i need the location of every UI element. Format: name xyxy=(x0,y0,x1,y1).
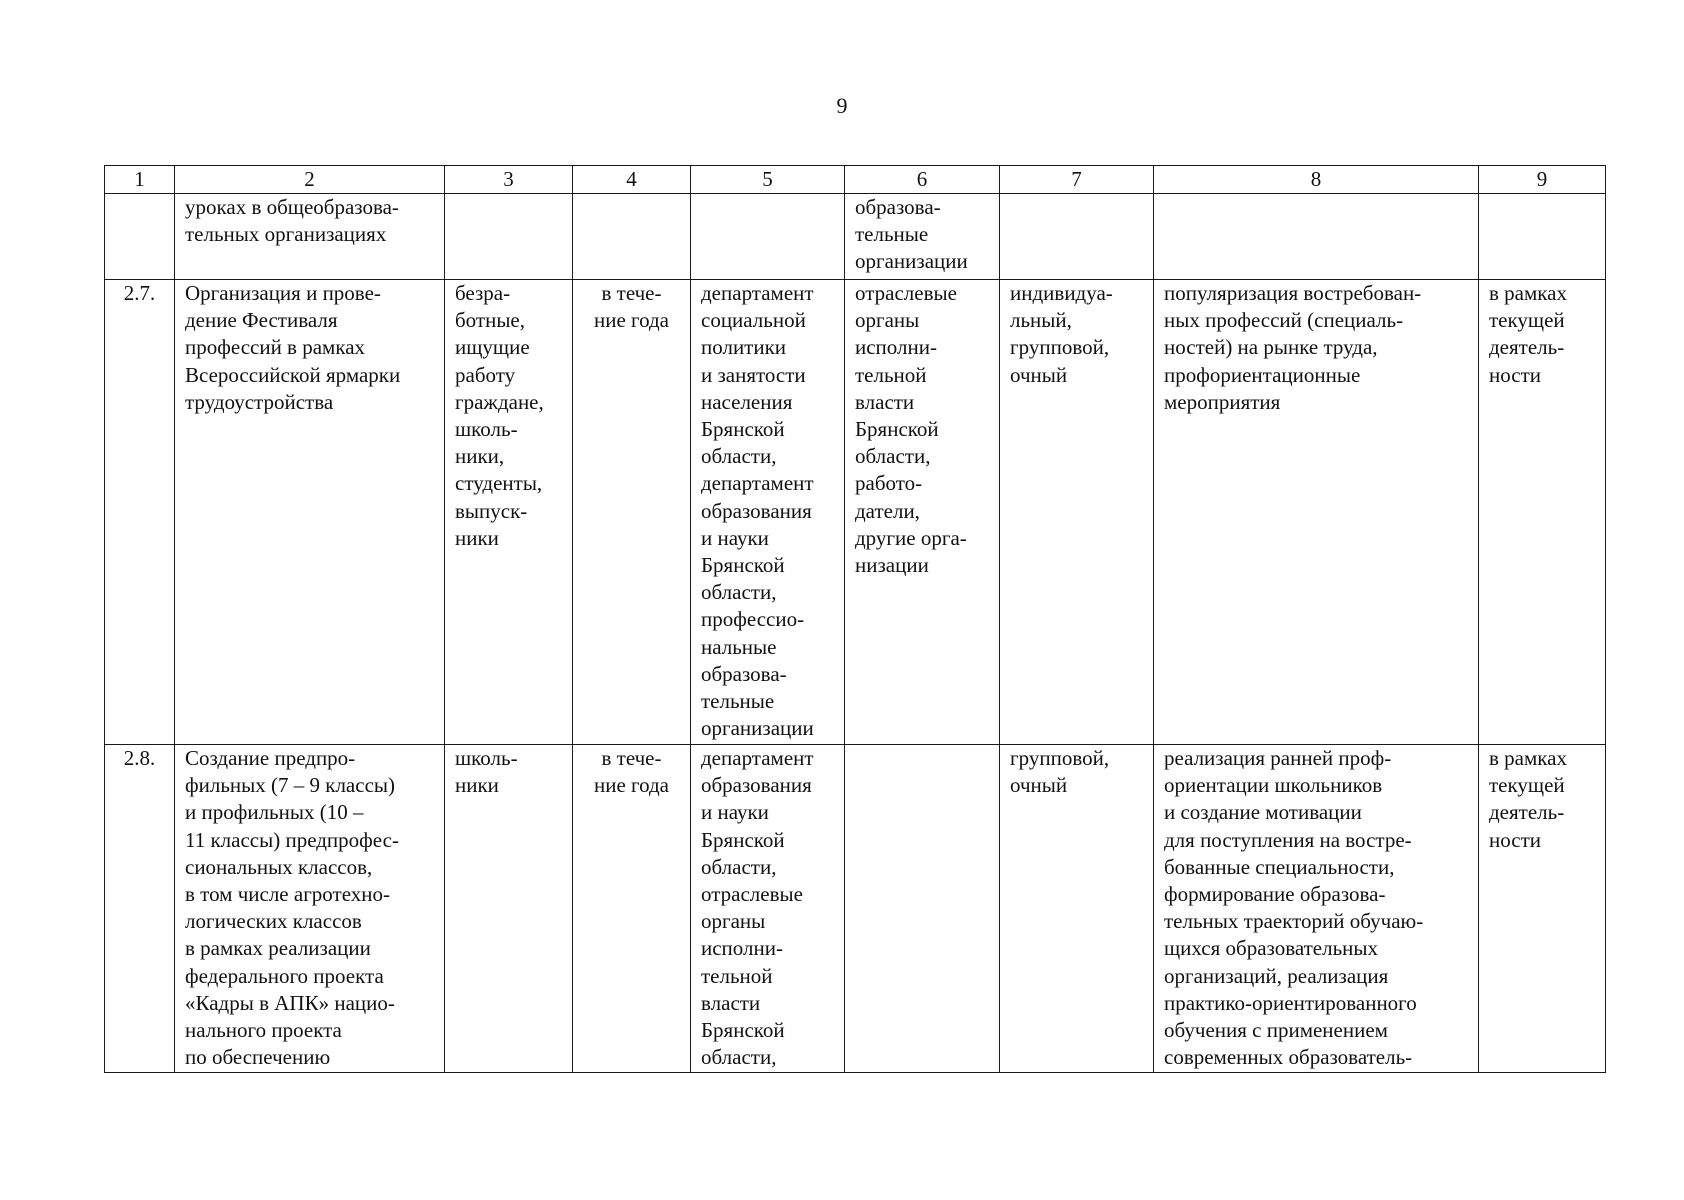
measures-table xyxy=(104,165,1606,1073)
funding-cell: в рамках текущей деятель- ности xyxy=(1479,745,1606,1073)
responsible-cell: департамент образования и науки Брянской области, отраслевые органы исполни- тельной власти Брянской области, xyxy=(691,745,845,1073)
deadline-cell xyxy=(573,194,691,280)
result-cell: реализация ранней проф- ориентации школьников и создание мотивации для поступления на востре- бованные специальности, формирование образова- тельных траекторий обучаю- щихся образовательных организаций, реализация практико-ориентированного обучения с применением современных образователь- xyxy=(1154,745,1479,1073)
measure-name-cell: уроках в общеобразова- тельных организациях xyxy=(175,194,445,280)
column-number-1: 1 xyxy=(105,166,175,194)
target-group-cell: школь- ники xyxy=(445,745,573,1073)
deadline-cell: в тече- ние года xyxy=(573,280,691,745)
result-cell xyxy=(1154,194,1479,280)
format-cell: индивидуа- льный, групповой, очный xyxy=(1000,280,1154,745)
item-number-cell xyxy=(105,194,175,280)
target-group-cell: безра- ботные, ищущие работу граждане, школь- ники, студенты, выпуск- ники xyxy=(445,280,573,745)
column-number-7: 7 xyxy=(1000,166,1154,194)
table-row xyxy=(105,194,1606,280)
result-cell: популяризация востребован- ных профессий (специаль- ностей) на рынке труда, профориентационные мероприятия xyxy=(1154,280,1479,745)
column-number-8: 8 xyxy=(1154,166,1479,194)
measure-name-cell: Организация и прове- дение Фестиваля профессий в рамках Всероссийской ярмарки трудоустройства xyxy=(175,280,445,745)
funding-cell: в рамках текущей деятель- ности xyxy=(1479,280,1606,745)
column-number-6: 6 xyxy=(845,166,1000,194)
page-number: 9 xyxy=(836,93,848,118)
column-number-5: 5 xyxy=(691,166,845,194)
table-header-row xyxy=(105,166,1606,194)
column-number-2: 2 xyxy=(175,166,445,194)
item-number-cell: 2.7. xyxy=(105,280,175,745)
column-number-4: 4 xyxy=(573,166,691,194)
table-row xyxy=(105,745,1606,1073)
participants-cell xyxy=(845,745,1000,1073)
deadline-cell: в тече- ние года xyxy=(573,745,691,1073)
format-cell xyxy=(1000,194,1154,280)
funding-cell xyxy=(1479,194,1606,280)
column-number-3: 3 xyxy=(445,166,573,194)
measure-name-cell: Создание предпро- фильных (7 – 9 классы) и профильных (10 – 11 классы) предпрофес- сиональных классов, в том числе агротехно- логических классов в рамках реализации федерального проекта «Кадры в АПК» нацио- нального проекта по обеспечению xyxy=(175,745,445,1073)
target-group-cell xyxy=(445,194,573,280)
participants-cell: образова- тельные организации xyxy=(845,194,1000,280)
item-number-cell: 2.8. xyxy=(105,745,175,1073)
table-row xyxy=(105,280,1606,745)
participants-cell: отраслевые органы исполни- тельной власти Брянской области, работо- датели, другие орга- низации xyxy=(845,280,1000,745)
responsible-cell xyxy=(691,194,845,280)
format-cell: групповой, очный xyxy=(1000,745,1154,1073)
responsible-cell: департамент социальной политики и занятости населения Брянской области, департамент образования и науки Брянской области, профессио- нальные образова- тельные организации xyxy=(691,280,845,745)
column-number-9: 9 xyxy=(1479,166,1606,194)
